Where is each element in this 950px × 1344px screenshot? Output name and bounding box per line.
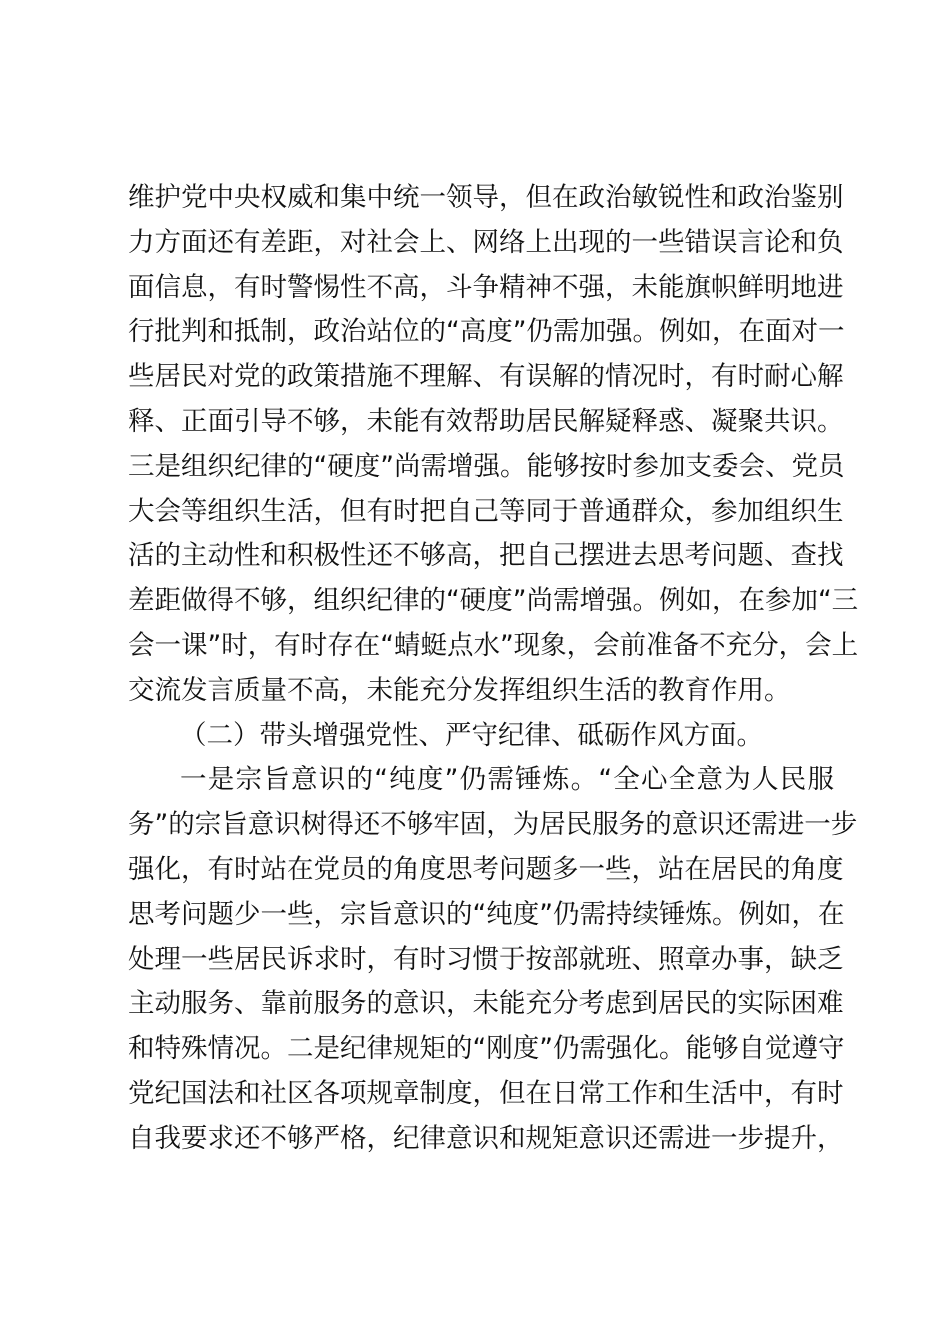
text-line: 三是组织纪律的“硬度”尚需增强。能够按时参加支委会、党员 (128, 450, 845, 482)
paragraph-first-line: 一是宗旨意识的“纯度”仍需锤炼。“全心全意为人民服 (180, 764, 834, 796)
text-line: 大会等组织生活，但有时把自己等同于普通群众，参加组织生 (128, 495, 844, 527)
text-line: 面信息，有时警惕性不高，斗争精神不强，未能旗帜鲜明地进 (128, 271, 844, 303)
text-line: 思考问题少一些，宗旨意识的“纯度”仍需持续锤炼。例如，在 (128, 898, 845, 930)
document-body (128, 176, 859, 1162)
text-line: 主动服务、靠前服务的意识，未能充分考虑到居民的实际困难 (128, 988, 844, 1020)
text-line: 释、正面引导不够，未能有效帮助居民解疑释惑、凝聚共识。 (128, 405, 844, 437)
text-line: 会一课”时，有时存在“蜻蜓点水”现象，会前准备不充分，会上 (128, 629, 859, 661)
text-line: 维护党中央权威和集中统一领导，但在政治敏锐性和政治鉴别 (128, 182, 844, 213)
section-heading: （二）带头增强党性、严守纪律、砥砺作风方面。 (180, 719, 763, 751)
text-line: 行批判和抵制，政治站位的“高度”仍需加强。例如，在面对一 (128, 316, 845, 348)
text-line: 务”的宗旨意识树得还不够牢固，为居民服务的意识还需进一步 (128, 809, 858, 841)
text-line: 党纪国法和社区各项规章制度，但在日常工作和生活中，有时 (128, 1077, 844, 1109)
text-line: 力方面还有差距，对社会上、网络上出现的一些错误言论和负 (128, 226, 844, 258)
text-line: 些居民对党的政策措施不理解、有误解的情况时，有时耐心解 (128, 361, 844, 393)
text-line: 交流发言质量不高，未能充分发挥组织生活的教育作用。 (128, 674, 791, 706)
text-line: 强化，有时站在党员的角度思考问题多一些，站在居民的角度 (128, 853, 844, 885)
text-line: 自我要求还不够严格，纪律意识和规矩意识还需进一步提升， (128, 1122, 844, 1154)
text-line: 活的主动性和积极性还不够高，把自己摆进去思考问题、查找 (128, 540, 844, 572)
text-line: 差距做得不够，组织纪律的“硬度”尚需增强。例如，在参加“三 (128, 585, 859, 617)
text-line: 和特殊情况。二是纪律规矩的“刚度”仍需强化。能够自觉遵守 (128, 1033, 845, 1065)
text-line: 处理一些居民诉求时，有时习惯于按部就班、照章办事，缺乏 (128, 943, 844, 975)
